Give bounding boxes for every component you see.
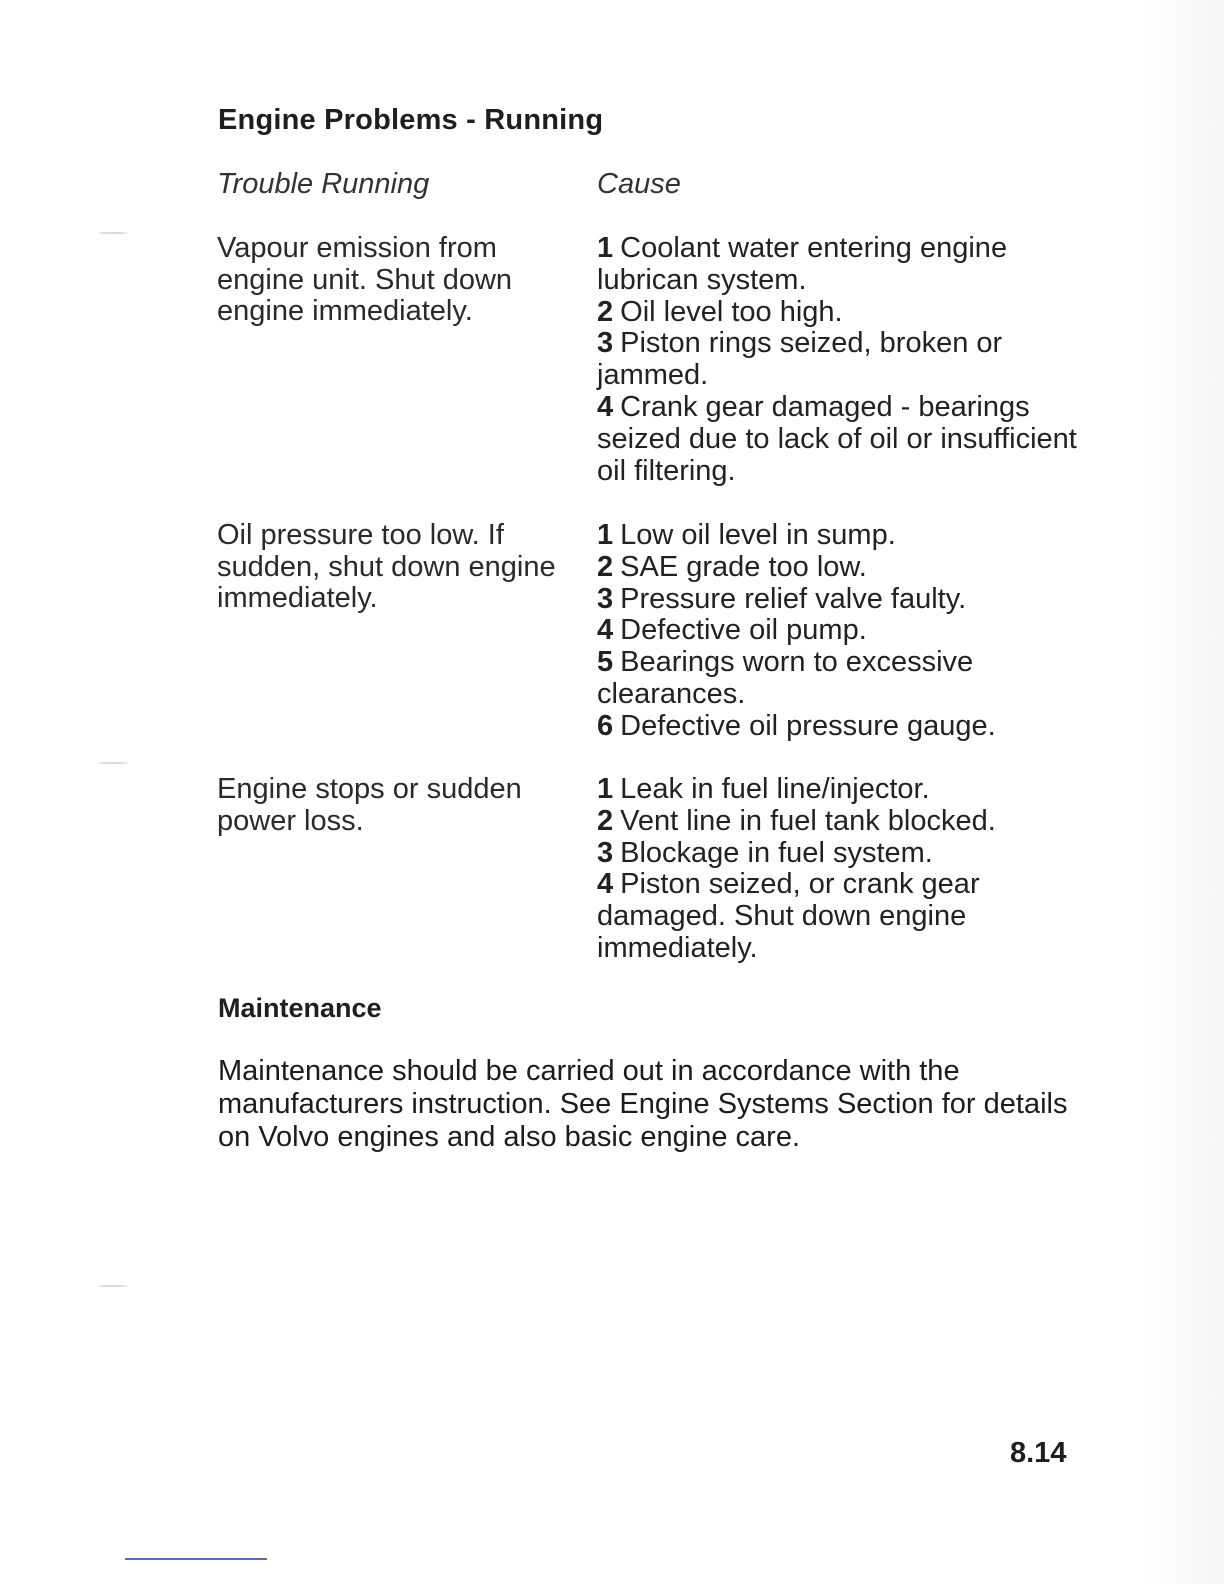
- cause-item: [597, 838, 1077, 870]
- cause-item: [597, 615, 1077, 647]
- trouble-description: Engine stops or sudden power loss.: [217, 773, 522, 837]
- cause-item: [597, 711, 1077, 743]
- cause-list: [597, 774, 1077, 965]
- cause-text: Defective oil pressure gauge.: [620, 709, 996, 742]
- cause-number: 3: [597, 836, 614, 869]
- cause-text: Defective oil pump.: [620, 614, 867, 647]
- cause-text: Piston rings seized, broken or jammed.: [597, 327, 1003, 392]
- cause-item: [597, 869, 1077, 964]
- cause-number: 4: [597, 614, 614, 647]
- cause-number: 1: [597, 232, 614, 264]
- cause-number: 1: [597, 773, 614, 805]
- cause-number: 3: [597, 582, 614, 615]
- cause-number: 3: [597, 327, 614, 360]
- maintenance-paragraph: Maintenance should be carried out in accordance with the manufacturers instruction. See Engine Systems Section for details on Volvo engines and also basic engine care.: [218, 1055, 1068, 1153]
- scan-mark: [98, 1285, 128, 1287]
- cause-item: [597, 584, 1077, 616]
- column-headers: [0, 168, 1224, 208]
- trouble-description: Oil pressure too low. If sudden, shut down engine immediately.: [217, 519, 556, 614]
- cause-item: [597, 520, 1077, 552]
- cause-item: [597, 774, 1077, 806]
- page-title: Engine Problems - Running: [218, 104, 604, 136]
- cause-item: [597, 328, 1077, 392]
- cause-item: [597, 297, 1077, 329]
- maintenance-heading: Maintenance: [218, 993, 382, 1023]
- page-edge-shadow: [1144, 0, 1224, 1584]
- cause-text: Crank gear damaged - bearings seized due to lack of oil or insufficient oil filtering.: [597, 390, 1077, 487]
- cause-text: Leak in fuel line/injector.: [620, 773, 930, 805]
- cause-number: 6: [597, 709, 614, 742]
- cause-text: Low oil level in sump.: [620, 519, 896, 551]
- cause-item: [597, 233, 1077, 297]
- cause-text: Pressure relief valve faulty.: [620, 582, 967, 615]
- cause-text: SAE grade too low.: [620, 550, 867, 583]
- scan-mark: [98, 762, 128, 764]
- scan-mark: [98, 232, 128, 234]
- cause-text: Piston seized, or crank gear damaged. Shut down engine immediately.: [597, 868, 980, 964]
- cause-item: [597, 647, 1077, 711]
- cause-item: [597, 552, 1077, 584]
- cause-item: [597, 392, 1077, 487]
- cause-number: 4: [597, 868, 614, 901]
- cause-list: [597, 520, 1077, 743]
- cause-item: [597, 806, 1077, 838]
- cause-list: [597, 233, 1077, 487]
- trouble-description: Vapour emission from engine unit. Shut down engine immediately.: [217, 232, 513, 327]
- cause-number: 5: [597, 646, 614, 679]
- cause-text: Oil level too high.: [620, 295, 843, 328]
- page-number: 8.14: [1010, 1437, 1067, 1469]
- cause-number: 2: [597, 295, 614, 328]
- bottom-rule: [125, 1558, 267, 1560]
- column-header-trouble: Trouble Running: [217, 168, 430, 200]
- cause-text: Coolant water entering engine lubrican system.: [597, 232, 1008, 296]
- cause-number: 1: [597, 519, 614, 551]
- cause-text: Bearings worn to excessive clearances.: [597, 646, 974, 710]
- column-header-cause: Cause: [597, 168, 681, 200]
- cause-number: 2: [597, 550, 614, 583]
- cause-text: Blockage in fuel system.: [620, 836, 933, 869]
- cause-number: 2: [597, 804, 614, 837]
- cause-text: Vent line in fuel tank blocked.: [620, 804, 996, 837]
- cause-number: 4: [597, 390, 614, 423]
